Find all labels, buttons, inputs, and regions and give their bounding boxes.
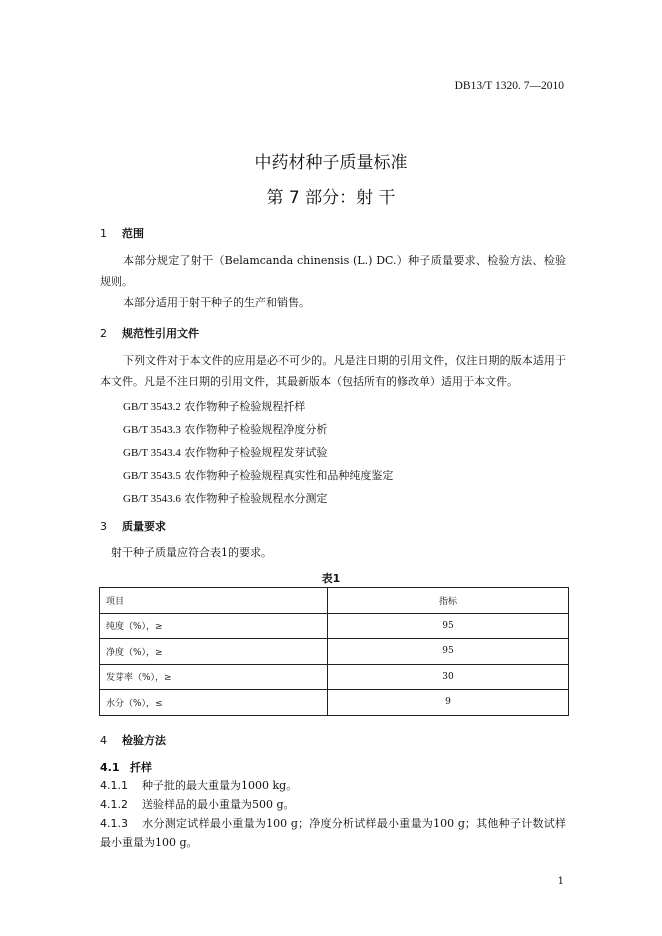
table-header-row: [100, 588, 569, 614]
section-1-paragraph-2: 本部分适用于射干种子的生产和销售。: [123, 296, 310, 309]
table-cell-value: 95: [328, 613, 569, 639]
table-row: [100, 639, 569, 665]
section-1-paragraph-1: 本部分规定了射干（Belamcanda chinensis (L.) DC.）种子质量要求、检验方法、检验规则。: [100, 254, 566, 288]
table-row: [100, 690, 569, 716]
clause-text: 种子批的最大重量为1000 kg。: [142, 779, 298, 792]
reference-title: 农作物种子检验规程水分测定: [184, 492, 328, 505]
section-title: 范围: [122, 227, 144, 240]
table-header-item: 项目: [100, 588, 328, 614]
document-title: 中药材种子质量标准: [254, 153, 408, 173]
section-number: 3: [100, 520, 107, 533]
clause-number: 4.1.2: [100, 798, 128, 811]
table-cell-item: 净度（%），≥: [100, 639, 328, 665]
table-row: [100, 664, 569, 690]
clause-item: [100, 777, 297, 793]
reference-code: GB/T 3543.6: [123, 493, 181, 505]
document-subtitle: 第 7 部分：射 干: [266, 188, 396, 208]
section-3-paragraph-1: 射干种子质量应符合表1的要求。: [111, 546, 272, 559]
document-number: DB13/T 1320. 7—2010: [454, 80, 564, 92]
table-row: [100, 613, 569, 639]
table-cell-value: 30: [328, 664, 569, 690]
table-cell-item: 水分（%），≤: [100, 690, 328, 716]
section-4-heading: [100, 732, 166, 748]
reference-item: [123, 398, 305, 414]
reference-title: 农作物种子检验规程扦样: [184, 400, 306, 413]
section-number: 2: [100, 327, 107, 340]
reference-code: GB/T 3543.2: [123, 401, 181, 413]
reference-item: [123, 444, 327, 460]
quality-table: [99, 587, 569, 716]
clause-text: 送验样品的最小重量为500 g。: [142, 798, 295, 811]
clause-number: 4.1.3: [100, 817, 128, 830]
clause-number: 4.1.1: [100, 779, 128, 792]
section-title: 规范性引用文件: [122, 327, 199, 340]
table-cell-value: 9: [328, 690, 569, 716]
section-3-heading: [100, 518, 166, 534]
subsection-title: 扦样: [130, 761, 152, 774]
clause-text: 水分测定试样最小重量为100 g；净度分析试样最小重量为100 g；其他种子计数试样最小重量为100 g。: [100, 817, 566, 849]
reference-title: 农作物种子检验规程发芽试验: [184, 446, 328, 459]
section-1-heading: [100, 225, 144, 241]
table-cell-value: 95: [328, 639, 569, 665]
subsection-4-1-heading: [100, 759, 152, 775]
subsection-number: 4.1: [100, 761, 120, 774]
page-number: 1: [557, 876, 564, 887]
table-cell-item: 纯度（%），≥: [100, 613, 328, 639]
section-number: 1: [100, 227, 107, 240]
section-2-paragraph-1: 下列文件对于本文件的应用是必不可少的。凡是注日期的引用文件，仅注日期的版本适用于本文件。凡是不注日期的引用文件，其最新版本（包括所有的修改单）适用于本文件。: [100, 354, 566, 388]
clause-item: [100, 814, 566, 852]
reference-code: GB/T 3543.3: [123, 424, 181, 436]
table-cell-item: 发芽率（%），≥: [100, 664, 328, 690]
reference-item: [123, 467, 393, 483]
reference-code: GB/T 3543.4: [123, 447, 181, 459]
section-title: 质量要求: [122, 520, 166, 533]
section-title: 检验方法: [122, 734, 166, 747]
clause-item: [100, 796, 295, 812]
section-number: 4: [100, 734, 107, 747]
section-2-heading: [100, 325, 199, 341]
reference-title: 农作物种子检验规程真实性和品种纯度鉴定: [184, 469, 394, 482]
reference-item: [123, 421, 327, 437]
reference-title: 农作物种子检验规程净度分析: [184, 423, 328, 436]
table-caption: 表1: [321, 572, 341, 585]
reference-item: [123, 490, 327, 506]
table-header-index: 指标: [328, 588, 569, 614]
reference-code: GB/T 3543.5: [123, 470, 181, 482]
